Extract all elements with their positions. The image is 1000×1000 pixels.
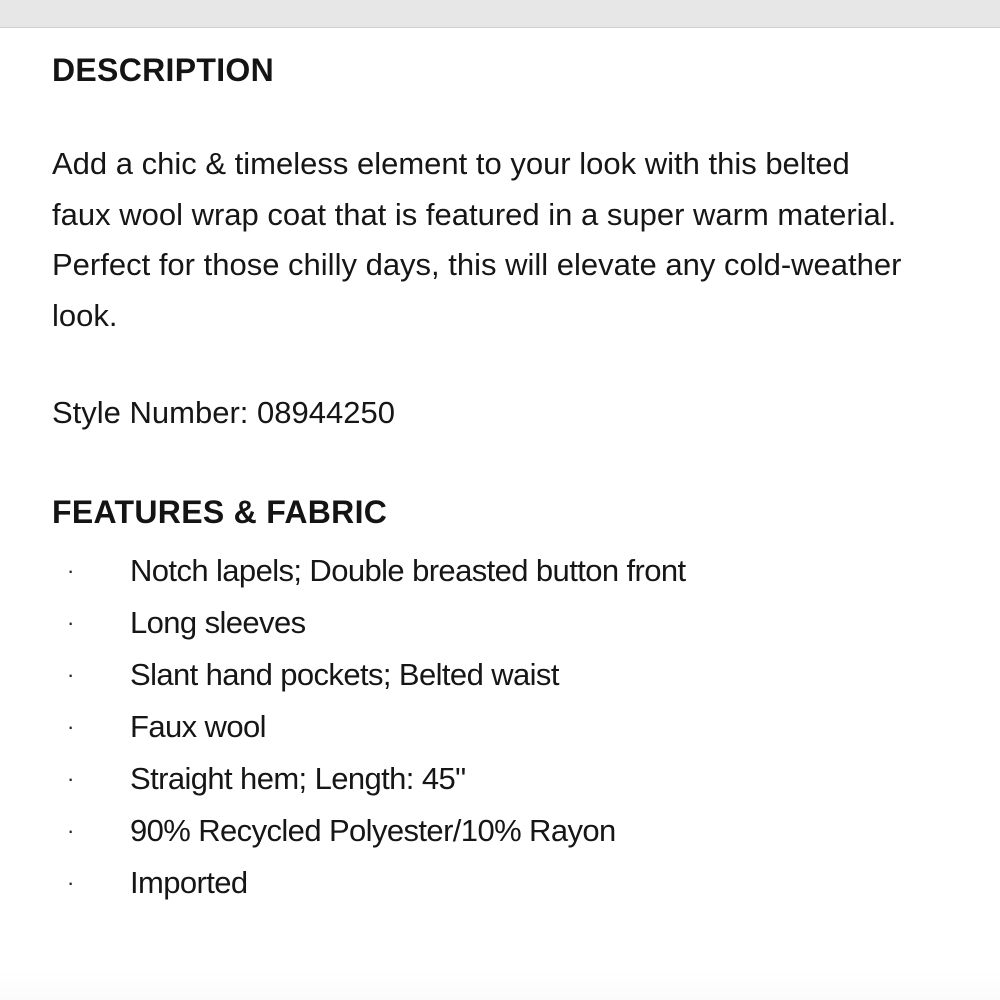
browser-top-bar	[0, 0, 1000, 28]
feature-text: Slant hand pockets; Belted waist	[130, 657, 559, 692]
bullet-icon: ·	[67, 714, 75, 739]
feature-text: 90% Recycled Polyester/10% Rayon	[130, 813, 616, 848]
bullet-icon: ·	[67, 818, 75, 843]
bullet-icon: ·	[67, 662, 75, 687]
bullet-icon: ·	[67, 870, 75, 895]
description-heading: DESCRIPTION	[52, 52, 274, 88]
feature-text: Faux wool	[130, 709, 266, 744]
feature-text: Long sleeves	[130, 605, 306, 640]
description-text: Add a chic & timeless element to your look with this belted faux wool wrap coat that is featured in a super warm material. Perfect for those chilly days, this will elevate any cold-weather look.	[52, 146, 902, 333]
style-number-value: 08944250	[257, 395, 395, 430]
bullet-icon: ·	[67, 610, 75, 635]
feature-text: Notch lapels; Double breasted button front	[130, 553, 686, 588]
style-number-line	[52, 388, 395, 438]
bullet-icon: ·	[67, 558, 75, 583]
style-number-label: Style Number:	[52, 395, 258, 430]
bottom-edge	[0, 968, 1000, 1000]
bullet-icon: ·	[67, 766, 75, 791]
feature-text: Straight hem; Length: 45"	[130, 761, 466, 796]
features-heading: FEATURES & FABRIC	[52, 494, 388, 530]
feature-text: Imported	[130, 865, 248, 900]
